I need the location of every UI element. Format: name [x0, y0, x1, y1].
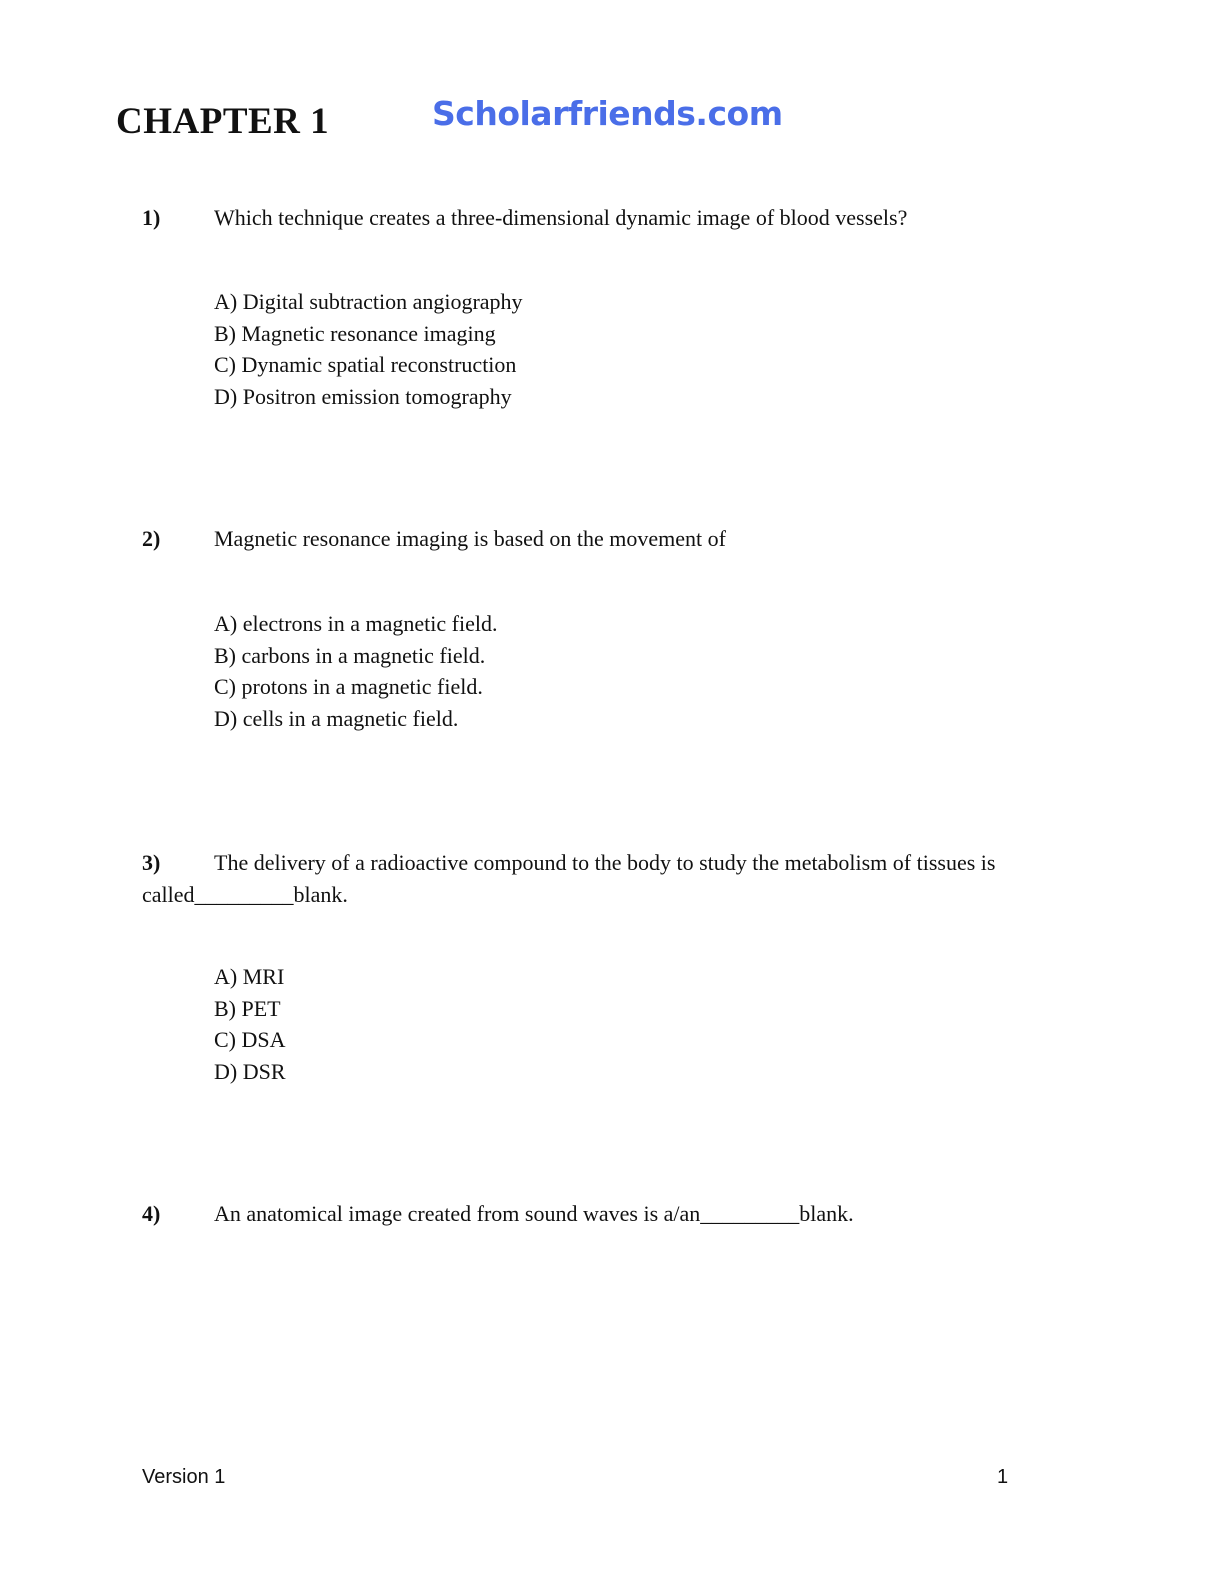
option-d: D) cells in a magnetic field.: [214, 705, 459, 731]
option-d: D) DSR: [214, 1058, 286, 1084]
option-c: C) Dynamic spatial reconstruction: [214, 352, 517, 377]
option-b: B) Magnetic resonance imaging: [214, 320, 496, 346]
question-text: The delivery of a radioactive compound to the body to study the metabolism of tissues is called_________blank.: [142, 850, 996, 907]
option-c: C) DSA: [214, 1027, 286, 1052]
question-1-options: [214, 286, 523, 412]
question-number: 1): [142, 205, 161, 230]
question-3-options: [214, 961, 286, 1087]
footer-page-number: 1: [997, 1466, 1009, 1488]
question-number: 4): [142, 1201, 161, 1226]
option-b: B) PET: [214, 995, 281, 1021]
question-number: 2): [142, 526, 161, 551]
option-c: C) protons in a magnetic field.: [214, 674, 483, 699]
option-a: A) electrons in a magnetic field.: [214, 611, 498, 636]
question-text: Magnetic resonance imaging is based on the movement of: [214, 526, 726, 551]
option-d: D) Positron emission tomography: [214, 383, 512, 409]
option-b: B) carbons in a magnetic field.: [214, 642, 486, 668]
watermark-logo: Scholarfriends.com: [432, 94, 783, 133]
option-a: A) Digital subtraction angiography: [214, 289, 523, 314]
question-text: Which technique creates a three-dimensional dynamic image of blood vessels?: [214, 205, 908, 230]
question-text-block: [142, 847, 1062, 911]
footer-version: Version 1: [142, 1466, 226, 1488]
question-2-options: [214, 608, 497, 734]
chapter-title: CHAPTER 1: [116, 101, 330, 142]
question-number: 3): [142, 850, 161, 875]
question-text: An anatomical image created from sound waves is a/an_________blank.: [214, 1201, 854, 1226]
option-a: A) MRI: [214, 964, 285, 989]
